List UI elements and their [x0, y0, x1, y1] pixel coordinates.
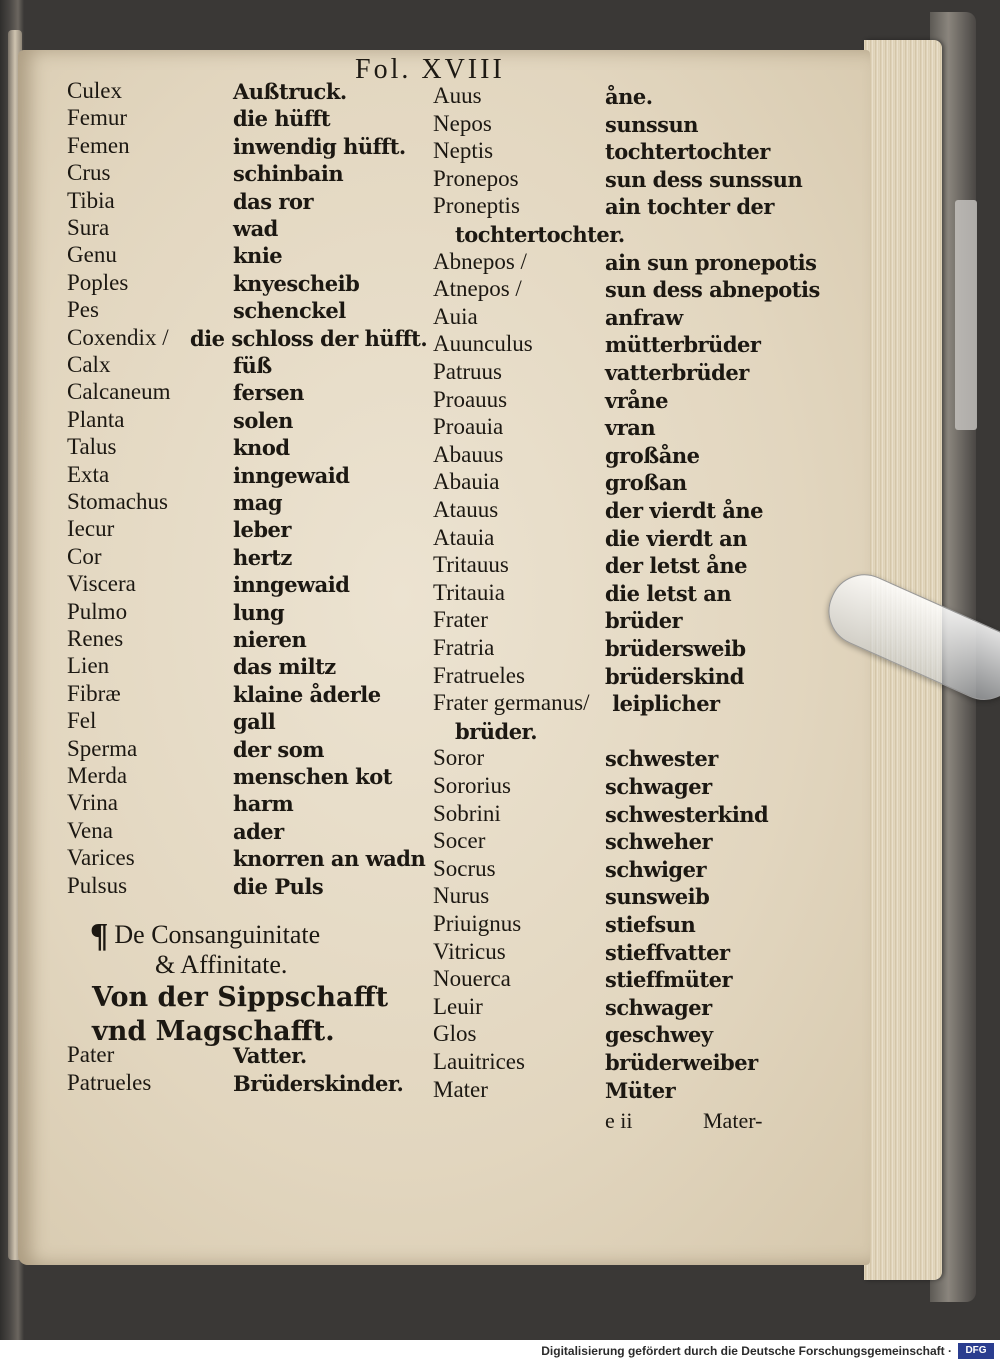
left-latin-term: Pes — [67, 297, 99, 323]
right-german-term: die letst an — [605, 580, 732, 606]
left-german-term: gall — [233, 709, 276, 735]
right-german-term: mütterbrüder — [605, 332, 761, 358]
right-german-term: tochtertochter — [605, 139, 770, 165]
right-german-term: brüder. — [455, 718, 538, 744]
right-latin-term: Abauia — [433, 469, 500, 495]
left-latin-term: Sura — [67, 215, 110, 240]
right-german-term: sunssun — [605, 111, 699, 137]
right-german-term: tochtertochter. — [455, 222, 625, 247]
left-german-term: ader — [233, 818, 284, 844]
left-german-term: der som — [233, 736, 324, 762]
left-german-term: mag — [233, 490, 283, 515]
right-latin-term: Proauus — [433, 386, 508, 412]
right-german-term: vråne — [605, 387, 669, 413]
right-german-term: leiplicher — [612, 691, 720, 717]
right-german-term: schwiger — [605, 856, 707, 882]
right-latin-term: Nepos — [433, 110, 492, 136]
right-german-term: brüderweiber — [605, 1050, 758, 1075]
left-latin-term: Tibia — [67, 187, 115, 213]
left-latin-term: Patrueles — [67, 1070, 152, 1095]
right-german-term: sunsweib — [605, 884, 710, 910]
left-latin-term: Femur — [67, 105, 128, 131]
right-german-term: stieffmüter — [605, 967, 733, 993]
right-latin-term: Soror — [433, 745, 485, 771]
left-german-term: lung — [233, 599, 285, 625]
right-latin-term: Tritauus — [433, 552, 509, 578]
right-german-term: der letst åne — [605, 553, 748, 579]
right-german-term: schwester — [605, 746, 718, 772]
left-latin-term: Vrina — [67, 790, 118, 816]
right-latin-term: Fratria — [433, 635, 495, 660]
left-german-term: die Puls — [233, 873, 324, 899]
signature-mark: e ii — [605, 1108, 633, 1133]
right-latin-term: Leuir — [433, 993, 483, 1019]
left-german-term: schinbain — [233, 161, 344, 187]
right-german-term: die vierdt an — [605, 525, 748, 551]
right-latin-term: Atauus — [433, 497, 499, 522]
left-latin-term: Pulsus — [67, 872, 128, 898]
left-latin-term: Poples — [67, 269, 129, 295]
right-latin-term: Frater — [433, 607, 488, 633]
left-latin-term: Talus — [67, 434, 117, 460]
pilcrow-icon: ¶ — [90, 917, 109, 954]
right-latin-term: Lauitrices — [433, 1049, 525, 1074]
right-german-term: stieffvatter — [605, 939, 730, 965]
right-german-term: der vierdt åne — [605, 498, 763, 523]
left-latin-term: Culex — [67, 78, 122, 103]
right-latin-term: Pronepos — [433, 165, 519, 191]
right-german-term: schwesterkind — [605, 801, 769, 827]
left-latin-term: Fel — [67, 708, 97, 734]
catchword: Mater- — [703, 1108, 763, 1133]
right-latin-term: Auia — [433, 303, 478, 329]
left-latin-term: Merda — [67, 763, 128, 788]
left-german-term: wad — [233, 216, 278, 241]
left-german-term: die schloss der hüfft. — [190, 325, 428, 351]
left-latin-term: Pater — [67, 1042, 115, 1067]
right-german-term: großåne — [605, 442, 700, 468]
left-german-term: Außtruck. — [233, 79, 347, 104]
left-latin-term: Stomachus — [67, 489, 168, 514]
right-german-term: schwager — [605, 994, 712, 1020]
right-latin-term: Proauia — [433, 414, 504, 440]
right-latin-term: Neptis — [433, 138, 494, 164]
right-latin-term: Proneptis — [433, 193, 520, 219]
left-german-term: harm — [233, 791, 294, 817]
section-heading-german-2: vnd Magschafft. — [92, 1016, 335, 1047]
right-latin-term: Abnepos / — [433, 248, 527, 274]
left-latin-term: Genu — [67, 242, 117, 268]
left-german-term: knyescheib — [233, 270, 360, 296]
left-latin-term: Femen — [67, 132, 130, 158]
right-german-term: Müter — [605, 1077, 676, 1103]
right-german-term: schwager — [605, 774, 712, 799]
right-latin-term: Priuignus — [433, 911, 522, 936]
right-german-term: sun dess abnepotis — [605, 277, 820, 303]
left-german-term: Brüderskinder. — [233, 1071, 404, 1096]
right-latin-term: Patruus — [433, 359, 502, 384]
right-german-term: stiefsun — [605, 912, 696, 937]
left-german-term: füß — [233, 353, 272, 378]
right-german-term: brüder — [605, 608, 683, 634]
right-german-term: ain tochter der — [605, 194, 774, 220]
right-latin-term: Auus — [433, 83, 482, 108]
right-german-term: ain sun pronepotis — [605, 249, 817, 275]
left-latin-term: Exta — [67, 461, 110, 487]
left-german-term: inngewaid — [233, 572, 350, 598]
left-latin-term: Pulmo — [67, 598, 128, 624]
right-german-term: brüderskind — [605, 663, 744, 689]
right-latin-term: Mater — [433, 1076, 488, 1102]
left-german-term: inngewaid — [233, 462, 350, 488]
left-german-term: klaine åderle — [233, 681, 381, 707]
right-latin-term: Nurus — [433, 883, 490, 909]
left-latin-term: Lien — [67, 653, 110, 679]
left-latin-term: Varices — [67, 845, 135, 871]
left-german-term: solen — [233, 407, 293, 433]
left-german-term: die hüfft — [233, 106, 331, 132]
left-latin-term: Cor — [67, 543, 102, 569]
section-heading-latin: ¶ De Consanguinitate — [90, 917, 321, 954]
left-german-term: menschen kot — [233, 764, 392, 789]
left-german-term: knod — [233, 435, 290, 461]
left-german-term: leber — [233, 517, 291, 543]
right-german-term: brüdersweib — [605, 636, 746, 661]
right-latin-term: Atnepos / — [433, 276, 522, 302]
right-latin-term: Socrus — [433, 855, 496, 881]
right-german-term: anfraw — [605, 304, 683, 330]
left-latin-term: Sperma — [67, 735, 138, 761]
right-latin-term: Socer — [433, 828, 486, 854]
left-latin-term: Fibræ — [67, 680, 121, 706]
left-german-term: fersen — [233, 380, 304, 406]
left-latin-term: Iecur — [67, 516, 115, 542]
right-latin-term: Auunculus — [433, 331, 533, 357]
left-latin-term: Calx — [67, 352, 111, 377]
left-german-term: das miltz — [233, 654, 336, 680]
right-german-term: schweher — [605, 829, 713, 855]
left-german-term: inwendig hüfft. — [233, 133, 406, 159]
right-german-term: vran — [605, 415, 656, 441]
section-heading-german: Von der Sippschafft — [92, 982, 389, 1013]
dfg-logo: DFG — [958, 1343, 994, 1359]
left-latin-term: Crus — [67, 160, 111, 186]
left-german-term: knorren an wadn — [233, 846, 426, 872]
left-german-term: das ror — [233, 188, 314, 214]
left-latin-term: Vena — [67, 817, 113, 843]
section-heading-latin-2: & Affinitate. — [155, 950, 288, 979]
footer-credit: Digitalisierung gefördert durch die Deutsche Forschungsgemeinschaft · — [541, 1344, 952, 1358]
left-german-term: schenckel — [233, 298, 346, 324]
right-latin-term: Frater germanus/ — [433, 690, 590, 716]
left-latin-term: Renes — [67, 626, 124, 651]
left-german-term: knie — [233, 243, 283, 269]
left-german-term: Vatter. — [233, 1043, 307, 1068]
left-german-term: nieren — [233, 627, 307, 652]
book-clasp — [955, 200, 977, 430]
right-latin-term: Glos — [433, 1021, 477, 1047]
left-german-term: hertz — [233, 544, 292, 570]
right-latin-term: Tritauia — [433, 579, 505, 605]
right-latin-term: Atauia — [433, 524, 495, 550]
right-german-term: åne. — [605, 84, 653, 109]
right-german-term: großan — [605, 470, 687, 496]
right-latin-term: Fratrueles — [433, 662, 525, 688]
folio-header: Fol. XVIII — [355, 54, 505, 85]
right-german-term: vatterbrüder — [605, 360, 749, 385]
left-latin-term: Viscera — [67, 571, 136, 597]
right-latin-term: Sobrini — [433, 800, 501, 826]
right-german-term: geschwey — [605, 1022, 713, 1048]
right-latin-term: Sororius — [433, 773, 511, 798]
right-latin-term: Abauus — [433, 441, 504, 467]
right-latin-term: Nouerca — [433, 966, 511, 992]
right-german-term: sun dess sunssun — [605, 166, 803, 192]
left-latin-term: Calcaneum — [67, 379, 171, 405]
left-latin-term: Planta — [67, 406, 125, 432]
left-latin-term: Coxendix / — [67, 324, 169, 350]
right-latin-term: Vitricus — [433, 938, 506, 964]
